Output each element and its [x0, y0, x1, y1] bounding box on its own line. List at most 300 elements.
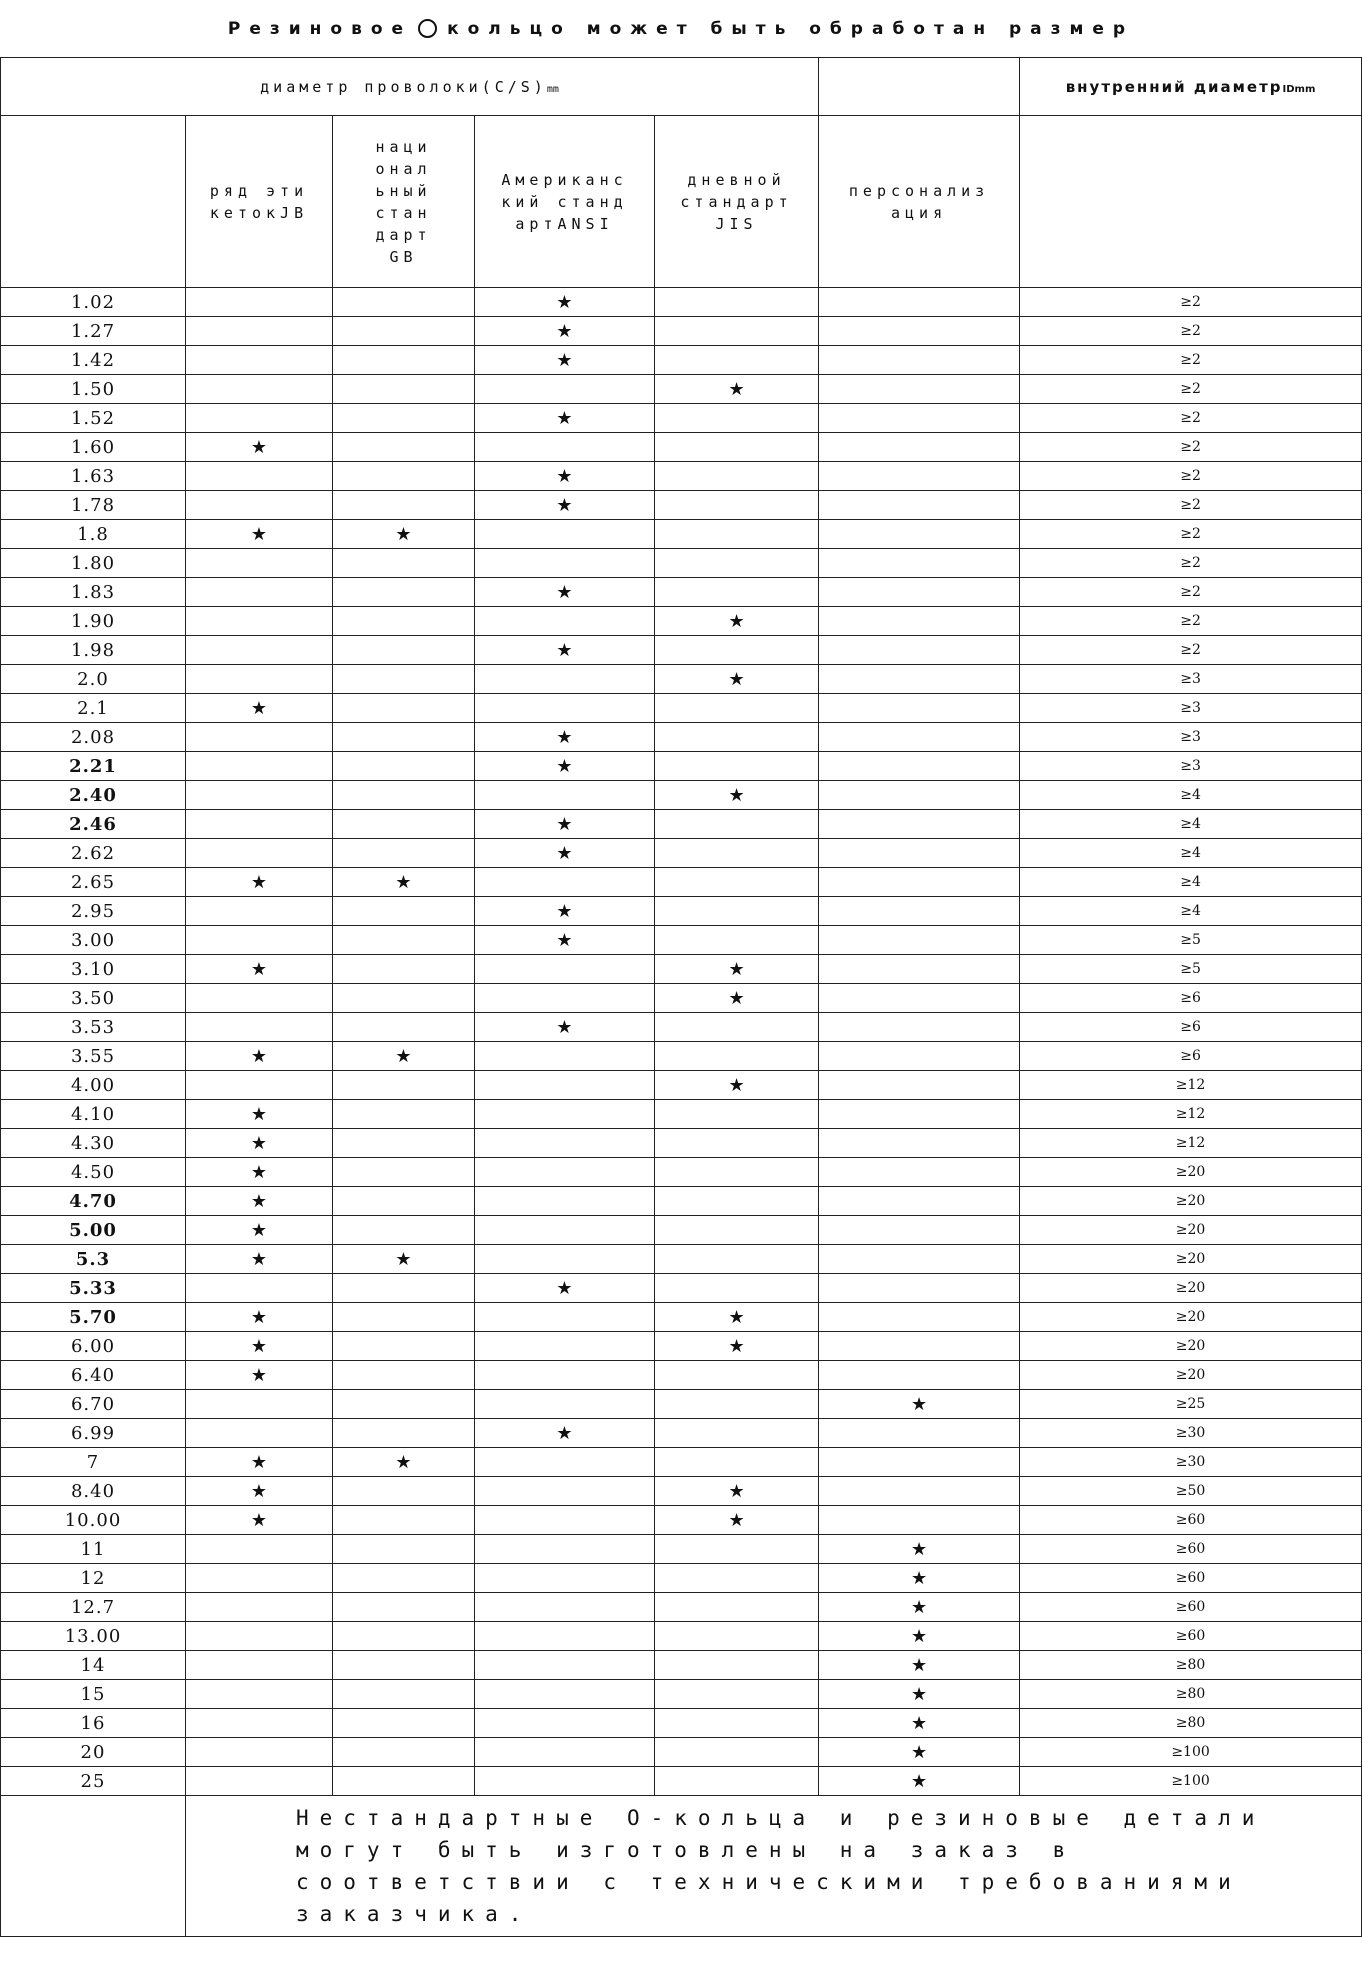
mark-jb — [186, 1767, 333, 1796]
mark-jb: ★ — [186, 1187, 333, 1216]
mark-gb — [333, 578, 475, 607]
custom-order-note: Нестандартные O-кольца и резиновые детали могут быть изготовлены на заказ в соответствии с техническими требованиями заказчика. — [186, 1796, 1362, 1937]
blank-header-cell — [819, 58, 1020, 116]
mark-jis: ★ — [655, 781, 819, 810]
cs-value: 10.00 — [1, 1506, 186, 1535]
table-row — [1, 549, 1362, 578]
table-row — [1, 868, 1362, 897]
table-row — [1, 1071, 1362, 1100]
mark-custom: ★ — [819, 1564, 1020, 1593]
table-row — [1, 346, 1362, 375]
mark-gb — [333, 1767, 475, 1796]
cs-value: 14 — [1, 1651, 186, 1680]
mark-jb — [186, 926, 333, 955]
id-value: ≥20 — [1020, 1158, 1362, 1187]
table-row — [1, 1448, 1362, 1477]
mark-ansi — [475, 1593, 655, 1622]
mark-custom — [819, 578, 1020, 607]
table-body — [1, 288, 1362, 1796]
table-row — [1, 897, 1362, 926]
mark-jb — [186, 1738, 333, 1767]
mark-jis: ★ — [655, 1332, 819, 1361]
mark-ansi: ★ — [475, 752, 655, 781]
id-value: ≥4 — [1020, 810, 1362, 839]
table-row — [1, 1622, 1362, 1651]
cs-value: 2.62 — [1, 839, 186, 868]
title-prefix: Резиновое — [227, 18, 413, 39]
cs-value: 7 — [1, 1448, 186, 1477]
mark-gb — [333, 607, 475, 636]
mark-jis — [655, 1680, 819, 1709]
col-header-gb — [333, 116, 475, 288]
mark-jb — [186, 839, 333, 868]
mark-jis — [655, 636, 819, 665]
cs-value: 1.78 — [1, 491, 186, 520]
id-value: ≥2 — [1020, 607, 1362, 636]
mark-jb — [186, 549, 333, 578]
table-row — [1, 1187, 1362, 1216]
id-value: ≥3 — [1020, 752, 1362, 781]
id-value: ≥4 — [1020, 781, 1362, 810]
mark-jis — [655, 694, 819, 723]
mark-jis — [655, 462, 819, 491]
cs-value: 1.02 — [1, 288, 186, 317]
table-row — [1, 1042, 1362, 1071]
cs-value: 3.50 — [1, 984, 186, 1013]
table-row — [1, 1361, 1362, 1390]
mark-ansi — [475, 694, 655, 723]
id-value: ≥20 — [1020, 1303, 1362, 1332]
mark-ansi — [475, 607, 655, 636]
id-value: ≥2 — [1020, 288, 1362, 317]
mark-gb — [333, 1013, 475, 1042]
mark-jb — [186, 317, 333, 346]
mark-gb — [333, 1100, 475, 1129]
id-value: ≥25 — [1020, 1390, 1362, 1419]
id-value: ≥2 — [1020, 317, 1362, 346]
mark-ansi: ★ — [475, 897, 655, 926]
table-row — [1, 288, 1362, 317]
mark-jis — [655, 1535, 819, 1564]
mark-jb: ★ — [186, 1361, 333, 1390]
id-value: ≥20 — [1020, 1216, 1362, 1245]
mark-jb — [186, 1013, 333, 1042]
table-row — [1, 1100, 1362, 1129]
mark-jb — [186, 578, 333, 607]
col-header-jis — [655, 116, 819, 288]
mark-custom — [819, 665, 1020, 694]
mark-gb — [333, 1216, 475, 1245]
mark-jb — [186, 636, 333, 665]
o-ring-icon — [418, 19, 437, 38]
mark-jb — [186, 1651, 333, 1680]
mark-jis — [655, 810, 819, 839]
cs-value: 11 — [1, 1535, 186, 1564]
mark-custom — [819, 1419, 1020, 1448]
table-row — [1, 1506, 1362, 1535]
mark-ansi — [475, 1187, 655, 1216]
cs-value: 6.99 — [1, 1419, 186, 1448]
cs-value: 1.27 — [1, 317, 186, 346]
mark-jis: ★ — [655, 1477, 819, 1506]
table-row — [1, 810, 1362, 839]
mark-jb: ★ — [186, 433, 333, 462]
id-value: ≥80 — [1020, 1709, 1362, 1738]
cs-value: 1.63 — [1, 462, 186, 491]
cs-group-label: диаметр проволоки(C/S) — [260, 77, 547, 96]
mark-gb — [333, 288, 475, 317]
table-row — [1, 317, 1362, 346]
mark-gb — [333, 839, 475, 868]
mark-jis — [655, 578, 819, 607]
note-blank-cell — [1, 1796, 186, 1937]
mark-jis — [655, 288, 819, 317]
mark-custom — [819, 1100, 1020, 1129]
id-value: ≥4 — [1020, 839, 1362, 868]
mark-jb: ★ — [186, 1332, 333, 1361]
mark-jis — [655, 1390, 819, 1419]
mark-jis — [655, 1100, 819, 1129]
cs-value: 20 — [1, 1738, 186, 1767]
mark-ansi: ★ — [475, 1013, 655, 1042]
mark-gb — [333, 1709, 475, 1738]
table-row — [1, 1158, 1362, 1187]
mark-gb — [333, 1274, 475, 1303]
mark-ansi — [475, 433, 655, 462]
table-row — [1, 1013, 1362, 1042]
cs-value: 4.00 — [1, 1071, 186, 1100]
table-row — [1, 433, 1362, 462]
mark-custom — [819, 926, 1020, 955]
mark-jb — [186, 288, 333, 317]
mark-jb — [186, 1071, 333, 1100]
mark-ansi — [475, 1390, 655, 1419]
mark-jb — [186, 781, 333, 810]
id-value: ≥12 — [1020, 1071, 1362, 1100]
table-row — [1, 1274, 1362, 1303]
cs-value: 16 — [1, 1709, 186, 1738]
mark-jb: ★ — [186, 1303, 333, 1332]
id-value: ≥80 — [1020, 1680, 1362, 1709]
mark-jb: ★ — [186, 868, 333, 897]
table-row — [1, 1738, 1362, 1767]
table-row — [1, 1477, 1362, 1506]
mark-custom: ★ — [819, 1738, 1020, 1767]
table-row — [1, 1680, 1362, 1709]
mark-ansi: ★ — [475, 491, 655, 520]
mark-ansi — [475, 1767, 655, 1796]
mark-ansi — [475, 1448, 655, 1477]
id-value: ≥4 — [1020, 897, 1362, 926]
mark-jb: ★ — [186, 1158, 333, 1187]
id-value: ≥80 — [1020, 1651, 1362, 1680]
mark-custom — [819, 781, 1020, 810]
mark-ansi: ★ — [475, 288, 655, 317]
mark-jb — [186, 1680, 333, 1709]
id-value: ≥60 — [1020, 1564, 1362, 1593]
cs-value: 3.53 — [1, 1013, 186, 1042]
mark-custom — [819, 288, 1020, 317]
mark-custom — [819, 984, 1020, 1013]
table-row — [1, 1767, 1362, 1796]
table-row — [1, 1390, 1362, 1419]
mark-jb — [186, 1274, 333, 1303]
mark-ansi — [475, 1680, 655, 1709]
cs-value: 1.80 — [1, 549, 186, 578]
id-value: ≥20 — [1020, 1361, 1362, 1390]
mark-custom — [819, 897, 1020, 926]
mark-jb: ★ — [186, 1477, 333, 1506]
mark-gb — [333, 1390, 475, 1419]
mark-custom — [819, 1361, 1020, 1390]
id-value: ≥3 — [1020, 665, 1362, 694]
id-value: ≥2 — [1020, 636, 1362, 665]
mark-jb — [186, 1419, 333, 1448]
cs-value: 4.70 — [1, 1187, 186, 1216]
mark-custom — [819, 1274, 1020, 1303]
cs-value: 2.65 — [1, 868, 186, 897]
mark-gb — [333, 1361, 475, 1390]
mark-ansi — [475, 665, 655, 694]
mark-gb — [333, 1303, 475, 1332]
cs-value: 2.0 — [1, 665, 186, 694]
mark-ansi — [475, 1506, 655, 1535]
mark-jb — [186, 984, 333, 1013]
table-row — [1, 926, 1362, 955]
mark-ansi — [475, 1738, 655, 1767]
id-value: ≥6 — [1020, 1013, 1362, 1042]
mark-jis — [655, 1738, 819, 1767]
mark-custom — [819, 1187, 1020, 1216]
col-ansi-label: Американс кий станд артANSI — [501, 170, 628, 233]
mark-jis — [655, 1158, 819, 1187]
mark-gb — [333, 926, 475, 955]
col-custom-label: персонализ ация — [848, 181, 990, 222]
mark-ansi — [475, 1303, 655, 1332]
mark-custom: ★ — [819, 1622, 1020, 1651]
mark-ansi — [475, 1651, 655, 1680]
mark-custom — [819, 723, 1020, 752]
cs-value: 6.00 — [1, 1332, 186, 1361]
mark-gb — [333, 1651, 475, 1680]
cs-value: 15 — [1, 1680, 186, 1709]
mark-gb — [333, 1564, 475, 1593]
mark-ansi — [475, 955, 655, 984]
mark-jb — [186, 897, 333, 926]
mark-jb — [186, 723, 333, 752]
mark-jb — [186, 1709, 333, 1738]
table-row — [1, 665, 1362, 694]
mark-gb — [333, 433, 475, 462]
cs-value: 2.95 — [1, 897, 186, 926]
mark-gb — [333, 1071, 475, 1100]
mark-ansi — [475, 549, 655, 578]
cs-value: 5.70 — [1, 1303, 186, 1332]
cs-value: 5.00 — [1, 1216, 186, 1245]
mark-jis — [655, 1709, 819, 1738]
id-value: ≥12 — [1020, 1129, 1362, 1158]
table-row — [1, 1651, 1362, 1680]
id-value: ≥5 — [1020, 926, 1362, 955]
mark-ansi — [475, 1100, 655, 1129]
table-row — [1, 1303, 1362, 1332]
mark-gb — [333, 317, 475, 346]
mark-jis — [655, 404, 819, 433]
mark-jis — [655, 1564, 819, 1593]
table-row — [1, 404, 1362, 433]
mark-jis — [655, 433, 819, 462]
id-value: ≥3 — [1020, 694, 1362, 723]
mark-jb: ★ — [186, 694, 333, 723]
mark-ansi — [475, 868, 655, 897]
o-ring-size-table — [0, 57, 1362, 1937]
mark-jb: ★ — [186, 520, 333, 549]
mark-gb — [333, 491, 475, 520]
mark-gb — [333, 1680, 475, 1709]
mark-ansi — [475, 1477, 655, 1506]
mark-gb — [333, 665, 475, 694]
cs-value: 1.52 — [1, 404, 186, 433]
mark-custom — [819, 549, 1020, 578]
id-group-label: внутренний диаметр — [1065, 77, 1283, 96]
mark-jb: ★ — [186, 955, 333, 984]
table-row — [1, 491, 1362, 520]
mark-jb — [186, 1593, 333, 1622]
id-value: ≥3 — [1020, 723, 1362, 752]
cs-value: 8.40 — [1, 1477, 186, 1506]
cs-value: 3.00 — [1, 926, 186, 955]
mark-ansi: ★ — [475, 578, 655, 607]
mark-jis — [655, 1361, 819, 1390]
mark-ansi: ★ — [475, 839, 655, 868]
table-row — [1, 375, 1362, 404]
mark-custom — [819, 694, 1020, 723]
mark-jis — [655, 1042, 819, 1071]
mark-custom: ★ — [819, 1535, 1020, 1564]
id-value: ≥12 — [1020, 1100, 1362, 1129]
mark-jb — [186, 665, 333, 694]
table-row — [1, 1564, 1362, 1593]
mark-jis — [655, 346, 819, 375]
mark-jb — [186, 462, 333, 491]
mark-gb — [333, 375, 475, 404]
id-value: ≥4 — [1020, 868, 1362, 897]
mark-jis — [655, 1622, 819, 1651]
mark-jis — [655, 1419, 819, 1448]
cs-value: 1.60 — [1, 433, 186, 462]
mark-ansi: ★ — [475, 462, 655, 491]
mark-ansi: ★ — [475, 723, 655, 752]
id-value: ≥2 — [1020, 462, 1362, 491]
mark-jb — [186, 1622, 333, 1651]
id-value: ≥6 — [1020, 1042, 1362, 1071]
mark-ansi — [475, 1361, 655, 1390]
mark-gb: ★ — [333, 1448, 475, 1477]
id-value: ≥2 — [1020, 375, 1362, 404]
mark-custom — [819, 462, 1020, 491]
id-value: ≥20 — [1020, 1245, 1362, 1274]
cs-value: 1.90 — [1, 607, 186, 636]
id-unit-label: IDmm — [1282, 83, 1316, 95]
id-value: ≥30 — [1020, 1419, 1362, 1448]
table-row — [1, 1129, 1362, 1158]
mark-custom — [819, 1303, 1020, 1332]
id-value: ≥2 — [1020, 549, 1362, 578]
table-row — [1, 781, 1362, 810]
mark-gb — [333, 1158, 475, 1187]
mark-jis — [655, 1593, 819, 1622]
col-gb-label: наци онал ьный стан дарт GB — [375, 137, 432, 266]
mark-gb — [333, 1419, 475, 1448]
id-value: ≥2 — [1020, 520, 1362, 549]
mark-custom — [819, 404, 1020, 433]
cs-value: 1.98 — [1, 636, 186, 665]
mark-custom — [819, 1332, 1020, 1361]
mark-gb: ★ — [333, 1042, 475, 1071]
mark-custom — [819, 1071, 1020, 1100]
mark-jb: ★ — [186, 1216, 333, 1245]
mark-ansi — [475, 984, 655, 1013]
id-value: ≥60 — [1020, 1593, 1362, 1622]
cs-value: 2.08 — [1, 723, 186, 752]
cs-value: 6.70 — [1, 1390, 186, 1419]
mark-custom: ★ — [819, 1680, 1020, 1709]
cs-value: 1.50 — [1, 375, 186, 404]
col-header-ansi — [475, 116, 655, 288]
id-value: ≥2 — [1020, 346, 1362, 375]
cs-value: 2.40 — [1, 781, 186, 810]
mark-jis — [655, 549, 819, 578]
table-row — [1, 578, 1362, 607]
mark-ansi — [475, 1216, 655, 1245]
mark-ansi — [475, 781, 655, 810]
mark-gb: ★ — [333, 1245, 475, 1274]
mark-ansi — [475, 1564, 655, 1593]
mark-jis: ★ — [655, 665, 819, 694]
mark-jb — [186, 1564, 333, 1593]
id-value-header — [1020, 116, 1362, 288]
table-row — [1, 752, 1362, 781]
mark-custom: ★ — [819, 1767, 1020, 1796]
cs-value: 4.50 — [1, 1158, 186, 1187]
mark-gb — [333, 1738, 475, 1767]
cs-value: 13.00 — [1, 1622, 186, 1651]
mark-custom — [819, 752, 1020, 781]
mark-gb — [333, 810, 475, 839]
mark-jis: ★ — [655, 1506, 819, 1535]
mark-jb: ★ — [186, 1245, 333, 1274]
mark-ansi — [475, 1709, 655, 1738]
cs-value: 12 — [1, 1564, 186, 1593]
table-row — [1, 520, 1362, 549]
cs-unit-label: mm — [546, 83, 559, 95]
cs-group-header — [1, 58, 819, 116]
id-value: ≥60 — [1020, 1506, 1362, 1535]
cs-value-header — [1, 116, 186, 288]
mark-custom: ★ — [819, 1651, 1020, 1680]
col-header-jb — [186, 116, 333, 288]
mark-jb: ★ — [186, 1506, 333, 1535]
table-row — [1, 955, 1362, 984]
table-row — [1, 694, 1362, 723]
id-value: ≥2 — [1020, 404, 1362, 433]
cs-value: 5.33 — [1, 1274, 186, 1303]
mark-ansi: ★ — [475, 1274, 655, 1303]
table-row — [1, 984, 1362, 1013]
cs-value: 2.46 — [1, 810, 186, 839]
id-value: ≥60 — [1020, 1535, 1362, 1564]
mark-custom — [819, 636, 1020, 665]
